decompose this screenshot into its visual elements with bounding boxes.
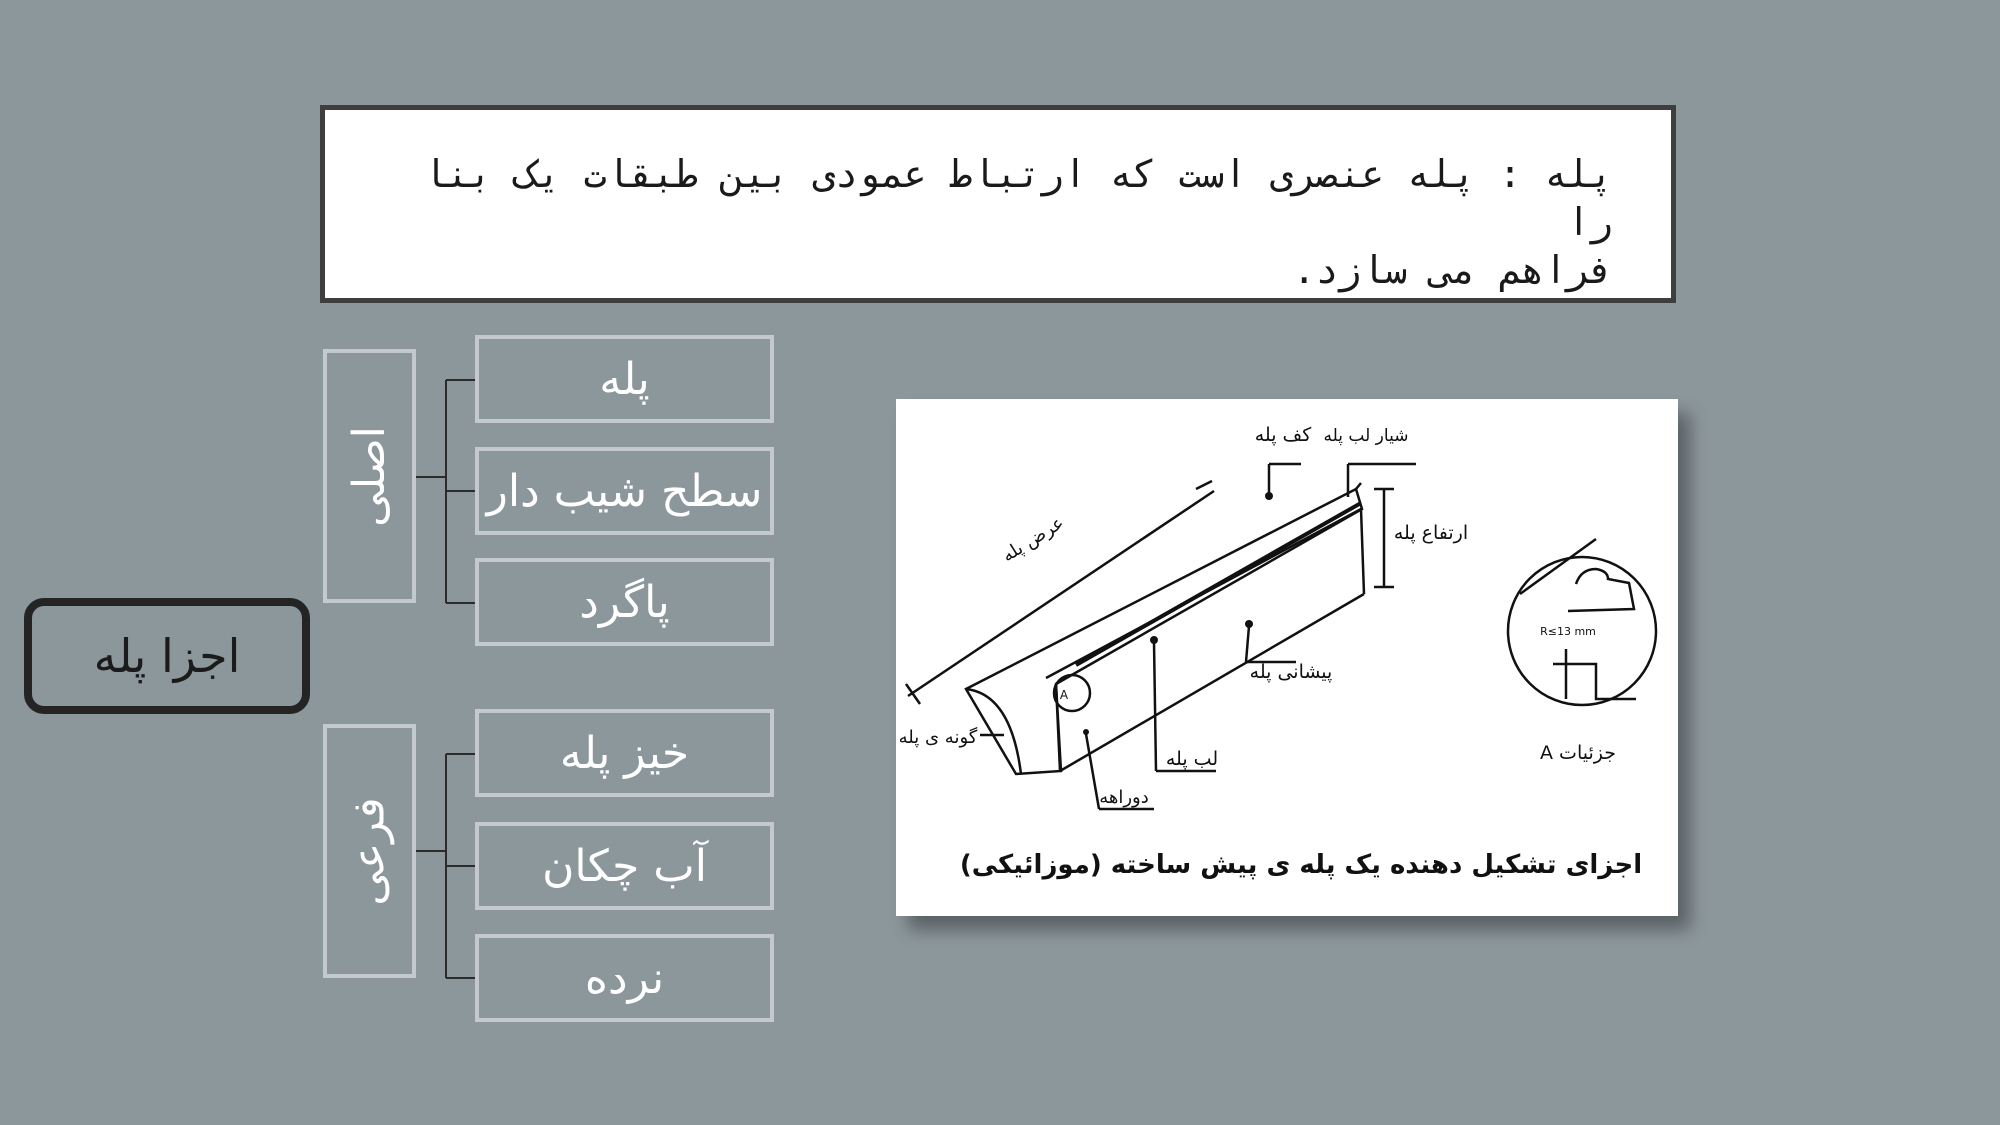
label-radius: R≤13 mm (1540, 625, 1596, 638)
label-groove: شیار لب پله (1323, 426, 1409, 446)
group-main-label: اصلی (344, 425, 396, 527)
item-main-2: سطح شیب دار (475, 447, 774, 535)
root-node: اجزا پله (24, 598, 310, 714)
stair-drawing (896, 399, 1678, 916)
label-width: عرض پله (998, 512, 1068, 567)
label-edge: دوراهه (1099, 787, 1149, 808)
item-main-3: پاگرد (475, 558, 774, 646)
item-sub-2: آب چکان (475, 822, 774, 910)
item-main-1: پله (475, 335, 774, 423)
definition-line-1: پله : پله عنصری است که ارتباط عمودی بین طبقات یک بنا را (423, 152, 1613, 244)
label-tread: کف پله (1254, 424, 1312, 446)
label-detail: جزئیات A (1540, 742, 1616, 764)
label-front: پیشانی پله (1249, 661, 1333, 683)
item-sub-3: نرده (475, 934, 774, 1022)
figure-caption: اجزای تشکیل دهنده یک پله ی پیش ساخته (موزائیکی) (959, 850, 1643, 880)
label-cheek: گونه ی پله (898, 727, 978, 748)
group-sub-label: فرعی (344, 796, 395, 906)
label-height: ارتفاع پله (1393, 522, 1469, 544)
stair-figure (896, 399, 1678, 916)
item-sub-1: خیز پله (475, 709, 774, 797)
label-marker: A (1059, 688, 1069, 702)
label-nosing: لب پله (1165, 748, 1219, 770)
definition-line-2: فراهم می سازد. (1292, 248, 1613, 292)
